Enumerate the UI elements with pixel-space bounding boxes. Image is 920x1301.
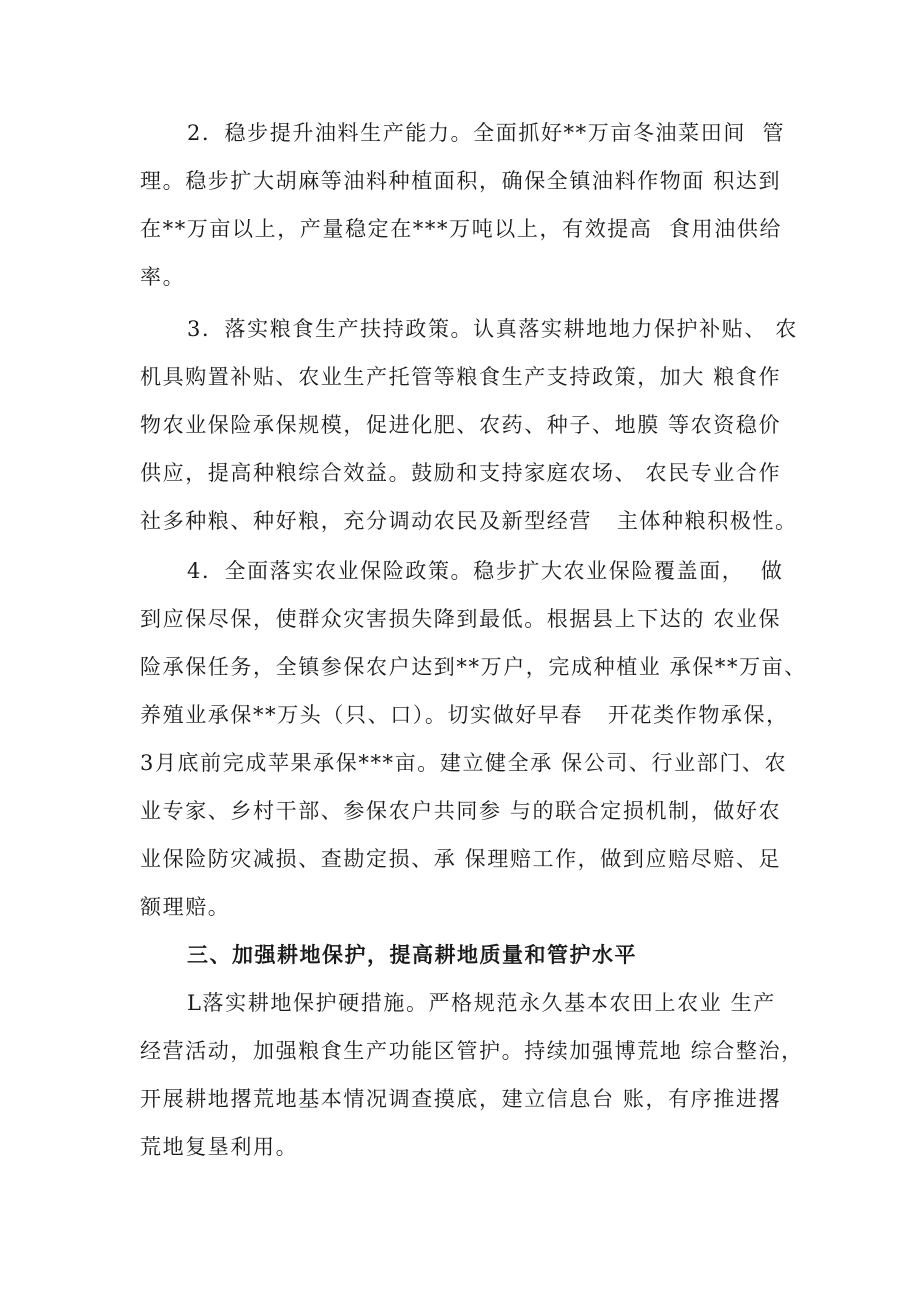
para-4-line-7: 业保险防灾减损、查勘定损、承 保理赔工作，做到应赔尽赔、足: [140, 847, 782, 871]
para-3-line-3: 物农业保险承保规模，促进化肥、农药、种子、地膜 等农资稳价: [140, 413, 782, 437]
para-2-line-3: 在**万亩以上，产量稳定在***万吨以上，有效提高 食用油供给: [140, 217, 783, 241]
para-2-line-1: 2．稳步提升油料生产能力。全面抓好**万亩冬油菜田间 管: [187, 121, 786, 145]
para-3-line-2: 机具购置补贴、农业生产托管等粮食生产支持政策，加大 粮食作: [140, 365, 782, 389]
para-4-line-4: 养殖业承保**万头（只、口）。切实做好早春 开花类作物承保，: [140, 703, 789, 727]
para-3-line-5: 社多种粮、种好粮，充分调动农民及新型经营 主体种粮积极性。: [140, 509, 798, 533]
para-4-line-5: 3月底前完成苹果承保***亩。建立健全承 保公司、行业部门、农: [140, 751, 788, 775]
para-2-line-4: 率。: [140, 265, 186, 289]
para-4-line-6: 业专家、乡村干部、参保农户共同参 与的联合定损机制，做好农: [140, 799, 782, 823]
para-2-line-2: 理。稳步扩大胡麻等油料种植面积，确保全镇油料作物面 积达到: [140, 169, 782, 193]
para-3-line-1: 3．落实粮食生产扶持政策。认真落实耕地地力保护补贴、 农: [187, 317, 798, 341]
para-4-line-2: 到应保尽保，使群众灾害损失降到最低。根据县上下达的 农业保: [140, 607, 782, 631]
para-5-line-3: 开展耕地撂荒地基本情况调查摸底，建立信息台 账，有序推进撂: [140, 1087, 782, 1111]
para-5-line-2: 经营活动，加强粮食生产功能区管护。持续加强博荒地 综合整治，: [140, 1039, 804, 1063]
para-5-line-1: L落实耕地保护硬措施。严格规范永久基本农田上农业 生产: [187, 991, 776, 1015]
para-5-line-4: 荒地复垦利用。: [140, 1135, 299, 1159]
para-4-line-8: 额理赔。: [140, 895, 231, 919]
section-heading: 三、加强耕地保护，提高耕地质量和管护水平: [187, 943, 637, 967]
para-4-line-3: 险承保任务，全镇参保农户达到**万户，完成种植业 承保**万亩、: [140, 655, 807, 679]
para-4-line-1: 4．全面落实农业保险政策。稳步扩大农业保险覆盖面， 做: [187, 559, 784, 583]
para-3-line-4: 供应，提高种粮综合效益。鼓励和支持家庭农场、 农民专业合作: [140, 461, 782, 485]
